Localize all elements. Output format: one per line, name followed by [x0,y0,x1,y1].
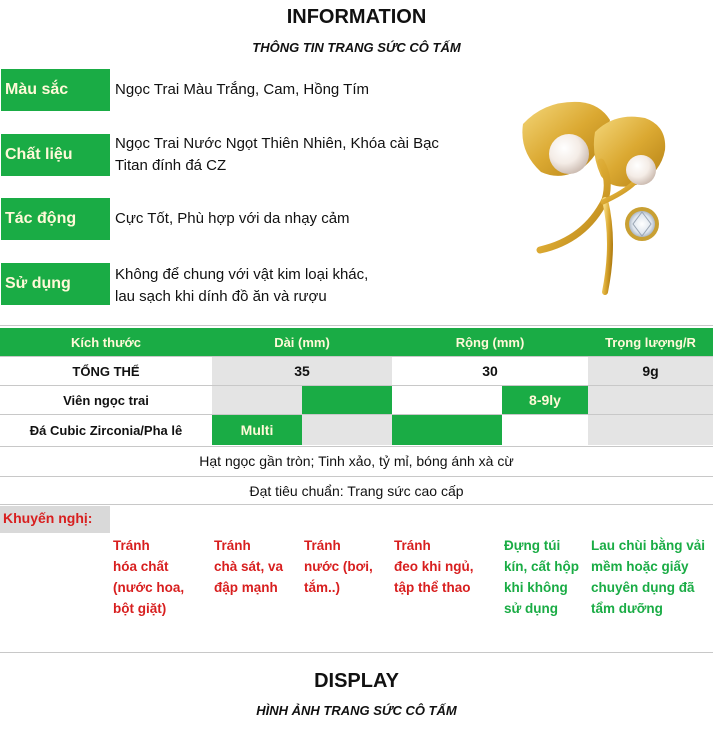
display-subtitle: HÌNH ẢNH TRANG SỨC CÔ TẤM [256,703,457,718]
header-weight: Trọng lượng/R [605,334,696,350]
grid-divider [0,414,713,415]
recommendation-line: tập thể thao [394,580,471,595]
cell-empty [392,415,502,445]
recommendation-line: tắm..) [304,580,341,595]
attr-label-material: Chất liệu [1,134,110,176]
cell-empty [502,415,588,445]
cell-pearl-size: 8-9ly [502,386,588,414]
recommendation-item [394,535,474,598]
cell-width: 30 [482,363,498,379]
attr-value-line: lau sạch khi dính đồ ăn và rượu [115,288,327,305]
row-label-cz: Đá Cubic Zirconia/Pha lê [29,422,183,438]
recommendation-line: khi không [504,580,568,595]
attr-value-line: Không để chung với vật kim loại khác, [115,266,369,283]
recommendation-line: mềm hoặc giấy [591,559,689,574]
recommendation-item [214,535,283,598]
recommendation-line: Tránh [394,538,431,553]
recommendation-line: Tránh [113,538,150,553]
recommendation-line: Lau chùi bằng vải [591,538,706,553]
row-label-pearl: Viên ngọc trai [63,392,149,408]
recommendation-line: tẩm dưỡng [591,601,663,616]
cell-empty [588,415,713,445]
recommendation-line: (nước hoa, [113,580,185,595]
brooch-product-image [505,92,710,302]
attr-value-color [115,79,495,101]
recommendation-line: hóa chất [113,559,169,574]
cell-weight: 9g [588,357,713,385]
grid-divider [0,385,713,386]
cell-empty [588,386,713,414]
attr-value-line: Titan đính đá CZ [115,157,227,174]
grid-divider [0,356,713,357]
recommendation-line: chuyên dụng đã [591,580,695,595]
recommendation-item [504,535,579,619]
header-size: Kích thước [71,334,141,350]
page-title: INFORMATION [286,6,427,28]
recommendation-line: đập mạnh [214,580,278,595]
attr-label-effect: Tác động [1,198,110,240]
cell-empty [302,386,392,414]
recommendation-line: sử dụng [504,601,559,616]
cell-empty [212,386,302,414]
header-length: Dài (mm) [274,334,330,350]
recommendation-line: Tránh [304,538,341,553]
attr-value-effect [115,208,495,230]
attr-value-line: Ngọc Trai Nước Ngọt Thiên Nhiên, Khóa cài Bạc [115,135,439,152]
row-label-overall: TỔNG THỂ [72,363,140,379]
header-width: Rộng (mm) [455,334,525,350]
recommendation-item [304,535,373,598]
note-pearl-quality: Hạt ngọc gần tròn; Tinh xảo, tỷ mỉ, bóng ánh xà cừ [0,446,713,475]
size-table-header [0,328,713,356]
recommendation-line: Đựng túi [504,538,561,553]
recommendation-line: kín, cất hộp [504,559,580,574]
attr-value-usage [115,264,495,308]
recommendation-line: nước (bơi, [304,559,373,574]
recommendation-line: đeo khi ngủ, [394,559,474,574]
recommendation-line: Tránh [214,538,251,553]
attr-label-color: Màu sắc [1,69,110,111]
note-standard: Đạt tiêu chuẩn: Trang sức cao cấp [0,476,713,505]
grid-divider [0,325,713,326]
page-subtitle: THÔNG TIN TRANG SỨC CÔ TẤM [252,40,461,55]
recommendation-item [591,535,705,619]
recommendation-line: chà sát, va [214,559,284,574]
attr-value-line: Cực Tốt, Phù hợp với da nhạy cảm [115,210,350,227]
cell-length: 35 [212,357,392,385]
attr-value-line: Ngọc Trai Màu Trắng, Cam, Hồng Tím [115,81,369,98]
attr-label-usage: Sử dụng [1,263,110,305]
cell-cz-value: Multi [212,415,302,445]
grid-divider [0,652,713,653]
recommendation-line: bột giặt) [113,601,167,616]
cell-empty [392,386,502,414]
recommendation-label: Khuyến nghị: [3,510,93,526]
recommendation-item [113,535,184,619]
cell-empty [302,415,392,445]
display-title: DISPLAY [314,670,399,692]
attr-value-material [115,133,495,177]
